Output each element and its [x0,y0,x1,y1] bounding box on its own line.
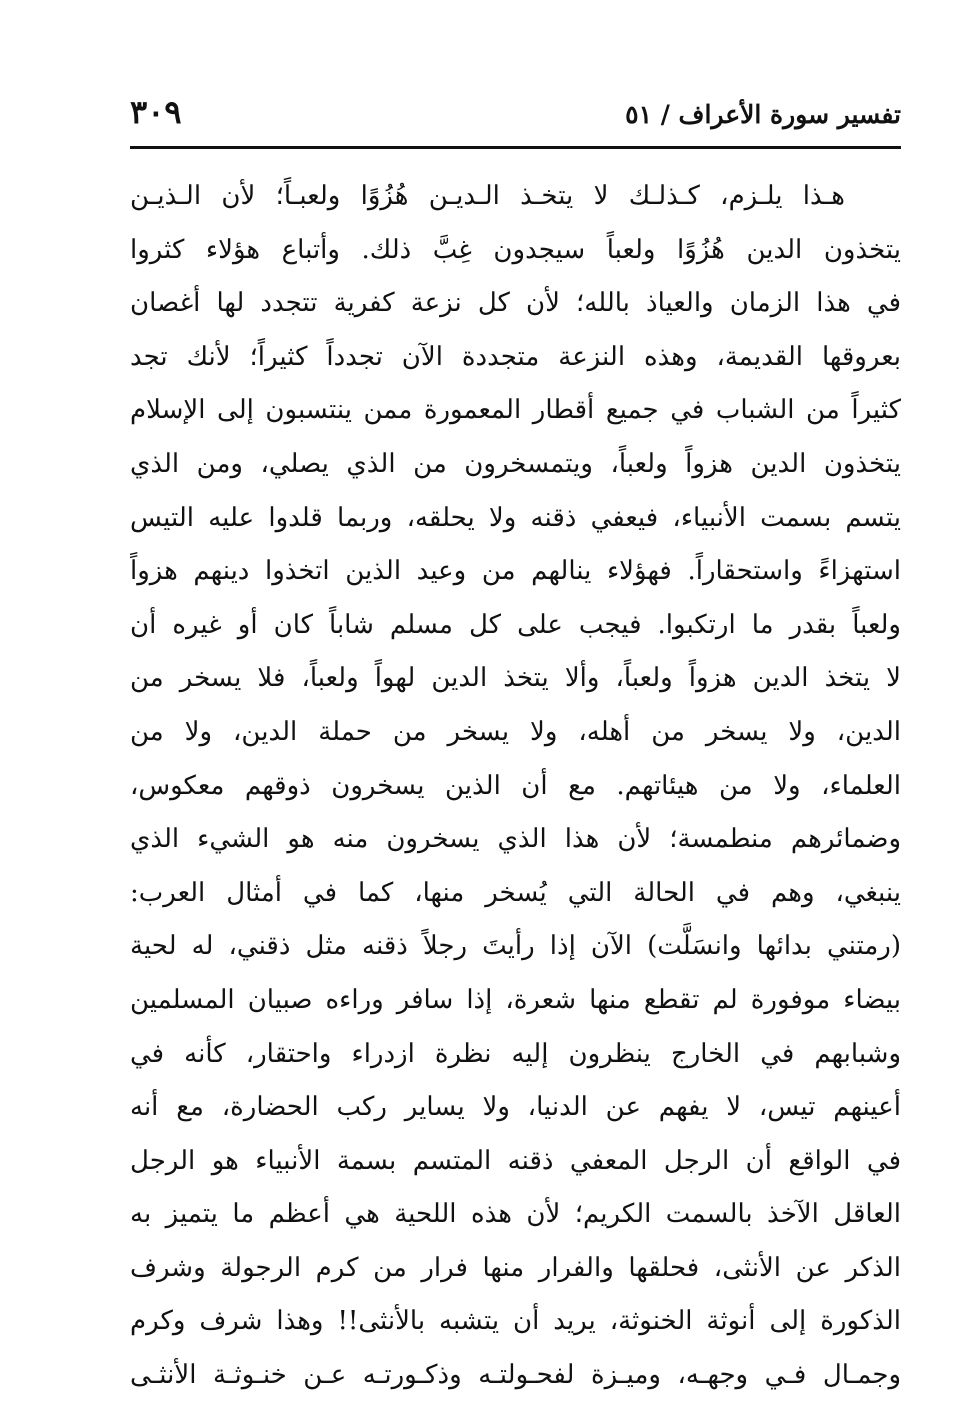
text-line: في هذا الزمان والعياذ بالله؛ لأن كل نزعة كفرية تتجدد لها أغصان [130,288,901,319]
text-line: يتسم بسمت الأنبياء، فيعفي ذقنه ولا يحلقه، وربما قلدوا عليه التيس [130,502,901,533]
text-line: أعينهم تيس، لا يفهم عن الدنيا، ولا يساير ركب الحضارة، مع أنه [130,1092,901,1123]
text-line: يتخذون الدين هُزُوًا ولعباً سيجدون غِبَّ ذلك. وأتباع هؤلاء كثروا [130,234,901,265]
header-rule [130,146,901,149]
text-line: (رمتني بدائها وانسَلَّت) الآن إذا رأيتَ رجلاً ذقنه مثل ذقني، له لحية [130,931,901,962]
text-line: الذكورة إلى أنوثة الخنوثة، يريد أن يتشبه بالأنثى!! وهذا شرف وكرم [130,1306,901,1337]
text-line: ينبغي، وهم في الحالة التي يُسخر منها، كما في أمثال العرب: [130,877,901,908]
page-header [130,92,901,138]
text-line: ولعباً بقدر ما ارتكبوا. فيجب على كل مسلم شاباً كان أو غيره أن [130,609,901,640]
text-line: العاقل الآخذ بالسمت الكريم؛ لأن هذه اللحية هي أعظم ما يتميز به [130,1199,901,1230]
text-line: في الواقع أن الرجل المعفي ذقنه المتسم بسمة الأنبياء هو الرجل [130,1145,901,1176]
text-line: كثيراً من الشباب في جميع أقطار المعمورة ممن ينتسبون إلى الإسلام [130,395,901,426]
text-line: هـذا يلـزم، كـذلـك لا يتخـذ الـديـن هُزُوًا ولعبـاً؛ لأن الـذيـن [130,181,845,211]
text-line: وشبابهم في الخارج ينظرون إليه نظرة ازدراء واحتقار، كأنه في [130,1038,901,1069]
body-text [130,170,901,1403]
running-title: تفسير سورة الأعراف / ٥١ [625,100,901,129]
text-line: الدين، ولا يسخر من أهله، ولا يسخر من حملة الدين، ولا من [130,716,901,747]
text-line: يتخذون الدين هزواً ولعباً، ويتمسخرون من الذي يصلي، ومن الذي [130,448,901,479]
text-line: وضمائرهم منطمسة؛ لأن هذا الذي يسخرون منه هو الشيء الذي [130,824,901,855]
text-line: العلماء، ولا من هيئاتهم. مع أن الذين يسخرون ذوقهم معكوس، [130,770,901,801]
text-line: وجمـال فـي وجهـه، وميـزة لفحـولتـه وذكـورتـه عـن خنـوثـة الأنثـى [130,1360,901,1391]
text-line: بيضاء موفورة لم تقطع منها شعرة، إذا سافر وراءه صبيان المسلمين [130,984,901,1015]
page-number: ٣٠٩ [130,93,182,131]
text-line: لا يتخذ الدين هزواً ولعباً، وألا يتخذ الدين لهواً ولعباً، فلا يسخر من [130,663,901,694]
text-line: استهزاءً واستحقاراً. فهؤلاء ينالهم من وعيد الذين اتخذوا دينهم هزواً [130,556,901,587]
text-line: الذكر عن الأنثى، فحلقها والفرار منها فرار من كرم الرجولة وشرف [130,1252,901,1283]
text-line: بعروقها القديمة، وهذه النزعة متجددة الآن تجدداً كثيراً؛ لأنك تجد [130,341,901,372]
